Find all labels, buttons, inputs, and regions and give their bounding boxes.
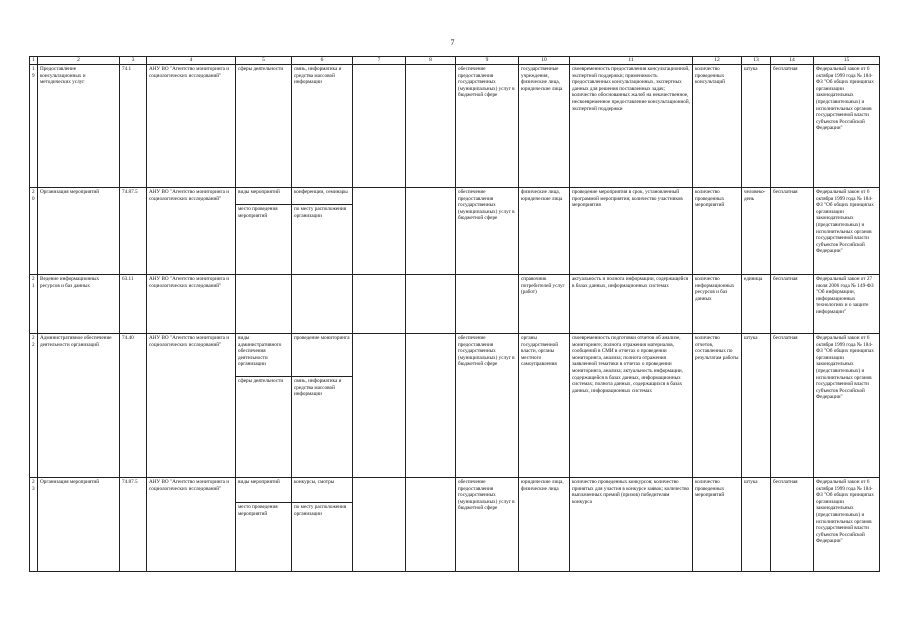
empty-cell — [406, 478, 456, 572]
content-values — [292, 478, 353, 572]
volume-indicator: количество отчетов, составленных по результатам работы — [693, 334, 742, 478]
service-name: Предоставление консультационных и методических услуг — [38, 65, 120, 188]
content-value: связь, информатика и средства массовой информации — [294, 378, 342, 398]
header-cell: 3 — [120, 57, 147, 65]
header-cell: 6 — [292, 57, 353, 65]
header-cell: 15 — [814, 57, 880, 65]
header-cell: 8 — [406, 57, 456, 65]
content-value: конференции, семинары — [292, 188, 352, 205]
quality-indicators: актуальность и полнота информации, содержащейся в базах данных, информационных системах — [570, 275, 693, 334]
empty-cell — [406, 275, 456, 334]
header-cell: 11 — [570, 57, 693, 65]
unit-of-measure: штука — [742, 478, 771, 572]
volume-indicator: количество проведенных консультаций — [693, 65, 742, 188]
unit-of-measure: единица — [742, 275, 771, 334]
institution-name: АНУ ВО "Агентство мониторинга и социологических исследований" — [147, 275, 236, 334]
content-values — [292, 188, 353, 275]
quality-indicators: количество проведенных конкурсов; количество принятых для участия в конкурсе заявок; количество выплаченных премий (призов) победителям конкурса — [570, 478, 693, 572]
service-name: Ведение информационных ресурсов и баз данных — [38, 275, 120, 334]
volume-indicator: количество проведенных мероприятий — [693, 478, 742, 572]
unit-of-measure: штука — [742, 334, 771, 478]
content-value: проведение мониторинга — [292, 334, 352, 377]
content-attribute: виды административного обеспечения деятельности организации — [236, 334, 291, 377]
legal-basis: Федеральный закон от 27 июля 2006 года № 149-ФЗ "Об информации, информационных технологиях и о защите информации" — [814, 275, 880, 334]
volume-indicator: количество проведенных мероприятий — [693, 188, 742, 275]
quality-indicators: проведение мероприятия в срок, установленный программой мероприятия; количество участников мероприятия — [570, 188, 693, 275]
header-cell: 13 — [742, 57, 771, 65]
column-number-header — [30, 57, 880, 65]
service-goal: обеспечение предоставления государственных (муниципальных) услуг в бюджетной сфере — [456, 188, 519, 275]
header-cell: 4 — [147, 57, 236, 65]
empty-cell — [353, 334, 406, 478]
volume-indicator: количество информационных ресурсов и баз данных — [693, 275, 742, 334]
payment-type: бесплатная — [771, 334, 814, 478]
empty-cell — [353, 65, 406, 188]
content-value: по месту расположения организации — [294, 206, 347, 219]
empty-cell — [353, 275, 406, 334]
empty-cell — [353, 478, 406, 572]
header-cell: 12 — [693, 57, 742, 65]
service-goal: обеспечение предоставления государственных (муниципальных) услуг в бюджетной сфере — [456, 334, 519, 478]
page-number: 7 — [450, 38, 455, 47]
content-values — [292, 334, 353, 478]
legal-basis: Федеральный закон от 6 октября 1999 года № 184-ФЗ "Об общих принципах организации законодательных (представительных) и исполнительных органов государственной власти субъектов Российской Федерации" — [814, 478, 880, 572]
okved-code: 74.1 — [120, 65, 147, 188]
header-cell: 5 — [236, 57, 292, 65]
row-number: 23 — [30, 478, 38, 572]
consumer-category: органы государственной власти, органы местного самоуправления — [519, 334, 570, 478]
content-attribute: виды мероприятий — [236, 188, 291, 205]
quality-indicators: своевременность подготовки отчетов об анализе, мониторинге; полнота отражения материалов, сообщений в СМИ в отчетах о проведении мониторинга, анализа; полнота отражения заявленной тематики в отчетах о проведении мониторинга, анализа; актуальность информации, содержащейся в базах данных, информационных системах; полнота данных, содержащихся в базах данных, информационных системах — [570, 334, 693, 478]
empty-cell — [406, 65, 456, 188]
service-goal: обеспечение предоставления государственных (муниципальных) услуг в бюджетной сфере — [456, 65, 519, 188]
okved-code: 74.87.5 — [120, 478, 147, 572]
content-attributes — [236, 334, 292, 478]
payment-type: бесплатная — [771, 478, 814, 572]
unit-of-measure: человеко-день — [742, 188, 771, 275]
okved-code: 74.87.5 — [120, 188, 147, 275]
content-attribute: сферы деятельности — [236, 65, 292, 188]
content-value: конкурсы, смотры — [292, 478, 352, 503]
legal-basis: Федеральный закон от 6 октября 1999 года № 184-ФЗ "Об общих принципах организации законодательных (представительных) и исполнительных органов государственной власти субъектов Российской Федерации" — [814, 334, 880, 478]
header-cell: 14 — [771, 57, 814, 65]
legal-basis: Федеральный закон от 6 октября 1999 года № 184-ФЗ "Об общих принципах организации законодательных (представительных) и исполнительных органов государственной власти субъектов Российской Федерации" — [814, 188, 880, 275]
header-cell: 10 — [519, 57, 570, 65]
payment-type: бесплатная — [771, 188, 814, 275]
payment-type: бесплатная — [771, 275, 814, 334]
okved-code: 63.11 — [120, 275, 147, 334]
header-cell: 9 — [456, 57, 519, 65]
content-attribute: место проведения мероприятий — [238, 504, 278, 517]
legal-basis: Федеральный закон от 6 октября 1999 года № 184-ФЗ "Об общих принципах организации законодательных (представительных) и исполнительных органов государственной власти субъектов Российской Федерации" — [814, 65, 880, 188]
table-row — [30, 275, 880, 334]
table-row — [30, 478, 880, 572]
empty-cell — [406, 188, 456, 275]
service-goal: обеспечение предоставления государственных (муниципальных) услуг в бюджетной сфере — [456, 478, 519, 572]
empty-cell — [292, 275, 353, 334]
row-number: 22 — [30, 334, 38, 478]
table-row — [30, 334, 880, 478]
row-number: 19 — [30, 65, 38, 188]
content-attribute: место проведения мероприятий — [238, 206, 278, 219]
table-row — [30, 65, 880, 188]
service-name: Административное обеспечение деятельности организаций — [38, 334, 120, 478]
header-cell: 2 — [38, 57, 120, 65]
okved-code: 74.40 — [120, 334, 147, 478]
empty-cell — [406, 334, 456, 478]
content-attributes — [236, 478, 292, 572]
institution-name: АНУ ВО "Агентство мониторинга и социологических исследований" — [147, 334, 236, 478]
institution-name: АНУ ВО "Агентство мониторинга и социологических исследований" — [147, 188, 236, 275]
empty-cell — [236, 275, 292, 334]
services-register-table — [29, 56, 880, 572]
header-cell: 7 — [353, 57, 406, 65]
content-attributes — [236, 188, 292, 275]
empty-cell — [456, 275, 519, 334]
consumer-category: справочник потребителей услуг (работ) — [519, 275, 570, 334]
content-value: по месту расположения организации — [294, 504, 347, 517]
payment-type: бесплатная — [771, 65, 814, 188]
content-value: связь, информатика и средства массовой информации — [292, 65, 353, 188]
consumer-category: государственные учреждения, физические лица, юридические лица — [519, 65, 570, 188]
institution-name: АНУ ВО "Агентство мониторинга и социологических исследований" — [147, 65, 236, 188]
unit-of-measure: штука — [742, 65, 771, 188]
empty-cell — [353, 188, 406, 275]
quality-indicators: своевременность предоставления консультационной, экспертной поддержки; применимость предоставленных консультационных, экспертных данных для решения поставленных задач; количество обоснованных жалоб на некачественное, несвоевременное предоставление консультационной, экспертной поддержки — [570, 65, 693, 188]
header-cell: 1 — [30, 57, 38, 65]
row-number: 21 — [30, 275, 38, 334]
service-name: Организация мероприятий — [38, 478, 120, 572]
consumer-category: физические лица, юридические лица — [519, 188, 570, 275]
consumer-category: юридические лица, физические лица — [519, 478, 570, 572]
content-attribute: сферы деятельности — [238, 378, 284, 384]
content-attribute: виды мероприятий — [236, 478, 291, 503]
row-number: 20 — [30, 188, 38, 275]
service-name: Организация мероприятий — [38, 188, 120, 275]
institution-name: АНУ ВО "Агентство мониторинга и социологических исследований" — [147, 478, 236, 572]
table-row — [30, 188, 880, 275]
